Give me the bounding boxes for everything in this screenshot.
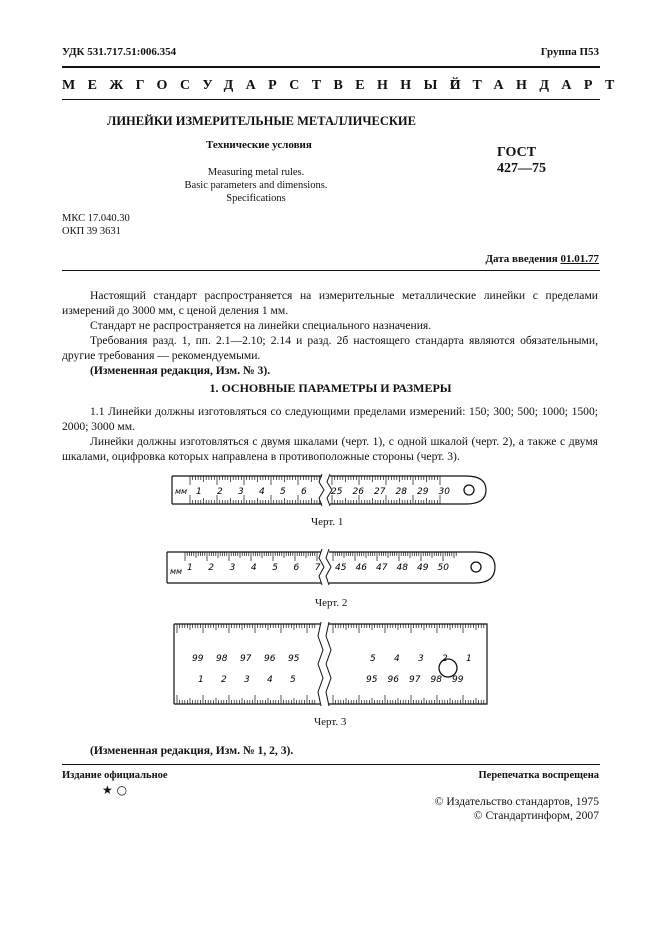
ruler-2-number: 1 (187, 563, 193, 573)
ruler-3-number: 98 (216, 654, 228, 664)
group-code: Группа П53 (540, 46, 599, 58)
ruler-3-number: 97 (240, 654, 252, 664)
ruler-3-number: 3 (244, 675, 250, 685)
ruler-3-left-body (174, 624, 320, 704)
ruler-figure-3 (172, 622, 490, 708)
ruler-3-number: 99 (192, 654, 204, 664)
ruler-2-number: 4 (250, 563, 257, 573)
english-title: Measuring metal rules. Basic parameters and dimensions. Specifications (184, 167, 328, 204)
section-heading: 1. ОСНОВНЫЕ ПАРАМЕТРЫ И РАЗМЕРЫ (209, 381, 452, 395)
ruler-3-break (318, 622, 323, 706)
ruler-1-number: 4 (259, 487, 265, 497)
ruler-3-number: 5 (370, 654, 376, 664)
ruler-2-number: 46 (355, 563, 367, 573)
amendment-note: (Измененная редакция, Изм. № 1, 2, 3). (90, 744, 294, 757)
ruler-2-number: 49 (417, 563, 429, 573)
ruler-1-number: 6 (301, 487, 307, 497)
ruler-2-break (326, 549, 331, 585)
ruler-3-break (326, 622, 331, 706)
official-edition: Издание официальное (62, 770, 168, 781)
reprint-notice: Перепечатка воспрещена (478, 770, 599, 781)
ruler-2-hole (471, 562, 481, 572)
ruler-1-left-body (172, 476, 322, 504)
ruler-1-number: 29 (417, 487, 429, 497)
ruler-figure-1 (170, 472, 490, 508)
banner-divider (62, 99, 600, 100)
ruler-2-number: 7 (314, 563, 321, 573)
ruler-figure-2 (165, 547, 497, 587)
ruler-1-number: 1 (196, 487, 202, 497)
banner-title: МЕЖГОСУДАРСТВЕННЫЙ (62, 78, 474, 93)
ruler-1-number: 5 (280, 487, 286, 497)
date-divider (62, 270, 600, 271)
ruler-1-number: 28 (395, 487, 407, 497)
ruler-2-number: 45 (335, 563, 347, 573)
figure-3-caption: Черт. 3 (314, 716, 347, 728)
ruler-3-number: 1 (466, 654, 472, 664)
ruler-1-unit-label: мм (175, 487, 188, 496)
figure-1-caption: Черт. 1 (311, 516, 344, 528)
body-section: 1.1 Линейки должны изготовляться со следующими пределами измерений: 150; 300; 500; 1000; 1500; 2000; 3000 мм. Линейки должны изготовляться с двумя шкалами (черт. 1), с одной шкалой (черт. 2), а также с двумя шкалами, оцифровка которых направлена в противоположные стороны (черт. 3). (62, 405, 598, 463)
ruler-2-unit-label: мм (170, 567, 183, 576)
body-intro: Настоящий стандарт распространяется на измерительные металлические линейки с пределами измерений до 3000 мм, с ценой деления 1 мм. Стандарт не распространяется на линейки специального назначения. Требования разд. 1, пп. 2.1—2.10; 2.14 и разд. 2б настоящего стандарта являются обязательными, другие требования — рекомендуемыми. (Измененная редакция, Изм. № 3). (62, 289, 598, 377)
intro-date: Дата введения 01.01.77 (485, 253, 599, 265)
ruler-3-number: 95 (366, 675, 378, 685)
ruler-1-number: 27 (374, 487, 386, 497)
ruler-1-number: 2 (217, 487, 223, 497)
ruler-1-number: 25 (331, 487, 343, 497)
ruler-2-number: 2 (208, 563, 215, 573)
ruler-3-number: 96 (264, 654, 276, 664)
ruler-2-number: 5 (272, 563, 278, 573)
ruler-3-number: 98 (430, 675, 442, 685)
edition-marks: ★ ○ (102, 783, 128, 797)
ruler-3-number: 4 (394, 654, 400, 664)
figure-2-caption: Черт. 2 (315, 597, 348, 609)
ruler-3-number: 4 (267, 675, 273, 685)
ruler-3-number: 95 (288, 654, 300, 664)
ruler-1-hole (464, 485, 474, 495)
gost-number: ГОСТ 427—75 (497, 145, 546, 176)
copyright: © Издательство стандартов, 1975 © Стандартинформ, 2007 (434, 795, 599, 822)
ruler-3-right-body (329, 624, 487, 704)
banner-title-2: СТАНДАРТ (450, 78, 627, 93)
ruler-2-right-body (329, 552, 495, 583)
ruler-1-number: 3 (238, 487, 244, 497)
ruler-2-number: 48 (396, 563, 408, 573)
classification-codes: МКС 17.040.30 ОКП 39 3631 (62, 213, 130, 237)
ruler-3-number: 5 (290, 675, 296, 685)
ruler-1-number: 26 (352, 487, 364, 497)
ruler-2-number: 47 (376, 563, 388, 573)
ruler-3-number: 1 (198, 675, 204, 685)
ruler-1-number: 30 (438, 487, 450, 497)
doc-subtitle: Технические условия (206, 139, 312, 151)
ruler-2-number: 3 (229, 563, 236, 573)
ruler-3-number: 2 (442, 654, 448, 664)
ruler-3-number: 99 (452, 675, 464, 685)
doc-title: ЛИНЕЙКИ ИЗМЕРИТЕЛЬНЫЕ МЕТАЛЛИЧЕСКИЕ (107, 114, 416, 128)
ruler-3-number: 97 (409, 675, 421, 685)
ruler-3-number: 96 (387, 675, 399, 685)
ruler-2-number: 6 (293, 563, 300, 573)
ruler-3-number: 2 (221, 675, 227, 685)
top-divider (62, 66, 600, 68)
ruler-2-number: 50 (437, 563, 449, 573)
ruler-3-number: 3 (418, 654, 424, 664)
footer-divider (62, 764, 600, 765)
udk-code: УДК 531.717.51:006.354 (62, 46, 177, 58)
